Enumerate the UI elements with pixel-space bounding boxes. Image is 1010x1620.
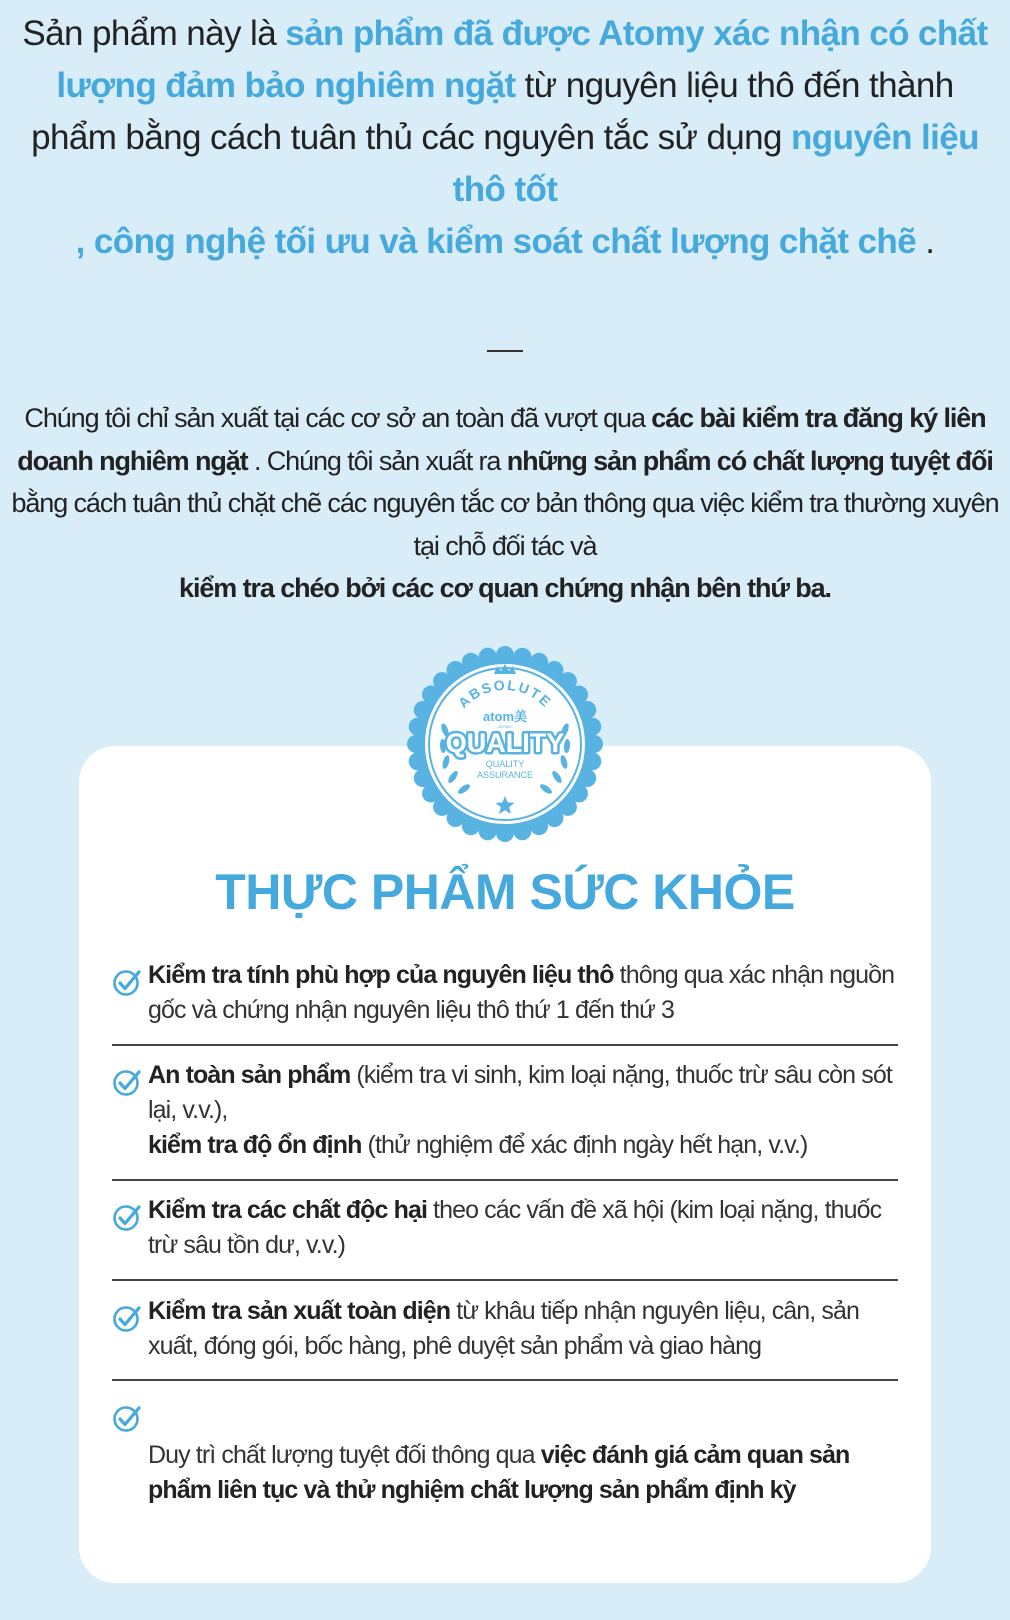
item-text-2: (thử nghiệm để xác định ngày hết hạn, v.v.) <box>361 1131 808 1159</box>
intro-text-2: từ nguyên liệu thô đến thành phẩm bằng cách tuân thủ các nguyên tắc sử dụng <box>31 66 954 157</box>
intro-text-1: Sản phẩm này là <box>22 14 286 53</box>
badge-scallop <box>496 824 514 842</box>
intro-highlight-2: nguyên liệu thô tốt <box>452 118 979 209</box>
checklist-item-text <box>148 1438 898 1508</box>
badge-scallop <box>447 661 465 679</box>
badge-sub-text-1: QUALITY <box>485 759 525 769</box>
item-text: (kiểm tra vi sinh, kim loại nặng, thuốc trừ sâu còn sót lại, v.v.), <box>148 1061 892 1124</box>
badge-scallop <box>545 809 563 827</box>
badge-brand: atom美 <box>482 709 528 724</box>
item-text: theo các vấn đề xã hội (kim loại nặng, thuốc trừ sâu tồn dư, v.v.) <box>148 1196 882 1259</box>
para-bold-2: những sản phẩm có chất lượng tuyệt đối <box>506 445 993 476</box>
para-text-2: . Chúng tôi sản xuất ra <box>247 445 507 476</box>
checklist-item-text <box>148 958 898 1028</box>
check-circle-icon <box>112 1202 142 1232</box>
item-bold: Kiểm tra tính phù hợp của nguyên liệu thô <box>148 961 614 989</box>
badge-scallop <box>585 735 603 753</box>
item-bold-2: kiểm tra độ ổn định <box>148 1131 362 1159</box>
badge-scallop <box>578 701 596 719</box>
badge-scallop <box>513 822 531 840</box>
badge-scallop <box>513 648 531 666</box>
badge-arc-text: ABSOLUTE <box>454 676 556 711</box>
item-text: từ khâu tiếp nhận nguyên liệu, cân, sản xuất, đóng gói, bốc hàng, phê duyệt sản phẩm và giao hàng <box>148 1297 859 1360</box>
badge-scallop <box>578 769 596 787</box>
intro-highlight-1: sản phẩm đã được Atomy xác nhận có chất lượng đảm bảo nghiêm ngặt <box>56 14 988 105</box>
badge-scallop <box>462 817 480 835</box>
para-bold-1: các bài kiểm tra đăng ký liên doanh nghiêm ngặt <box>17 403 986 476</box>
badge-scallop <box>583 752 601 770</box>
badge-scallop <box>414 701 432 719</box>
badge-scallop <box>583 718 601 736</box>
para-bold-3: kiểm tra chéo bởi các cơ quan chứng nhận bên thứ ba. <box>179 573 831 603</box>
check-circle-icon <box>112 967 142 997</box>
item-bold: Kiểm tra các chất độc hại <box>148 1196 428 1224</box>
badge-scallop <box>479 822 497 840</box>
badge-sub-text-2: ASSURANCE <box>476 770 534 780</box>
checklist-item-text <box>148 1294 898 1364</box>
item-text: thông qua xác nhận nguồn gốc và chứng nhận nguyên liệu thô thứ 1 đến thứ 3 <box>148 961 895 1024</box>
intro-statement <box>10 8 1000 268</box>
intro-text-3: . <box>916 222 935 261</box>
badge-scallop <box>462 653 480 671</box>
check-circle-icon <box>112 1067 142 1097</box>
badge-scallop <box>414 769 432 787</box>
check-circle-icon <box>112 1403 142 1433</box>
production-paragraph <box>10 397 1000 610</box>
item-bold: việc đánh giá cảm quan sản phẩm liên tục và thử nghiệm chất lượng sản phẩm định kỳ <box>148 1441 850 1504</box>
badge-scallop <box>422 784 440 802</box>
item-separator <box>112 1379 898 1381</box>
item-bold: An toàn sản phẩm <box>148 1061 351 1089</box>
badge-main-text: QUALITY <box>445 728 565 758</box>
badge-scallop <box>479 648 497 666</box>
card-title: THỰC PHẨM SỨC KHỎE <box>215 864 795 920</box>
badge-scallop <box>570 686 588 704</box>
badge-brand-sub: ATOMY <box>498 724 512 729</box>
section-divider <box>487 350 523 352</box>
item-separator <box>112 1044 898 1046</box>
item-bold: Kiểm tra sản xuất toàn diện <box>148 1297 451 1325</box>
badge-scallop <box>409 752 427 770</box>
badge-scallop <box>409 718 427 736</box>
item-text: Duy trì chất lượng tuyệt đối thông qua <box>148 1441 541 1469</box>
intro-highlight-3: , công nghệ tối ưu và kiểm soát chất lượng chặt chẽ <box>75 222 917 261</box>
item-separator <box>112 1179 898 1181</box>
para-text-1: Chúng tôi chỉ sản xuất tại các cơ sở an toàn đã vượt qua <box>24 403 652 433</box>
checklist-item-text <box>148 1058 898 1163</box>
badge-scallop <box>496 646 514 664</box>
badge-scallop <box>530 653 548 671</box>
quality-badge <box>405 644 605 844</box>
check-circle-icon <box>112 1303 142 1333</box>
checklist-item-text <box>148 1193 898 1263</box>
badge-scallop <box>407 735 425 753</box>
para-text-3: bằng cách tuân thủ chặt chẽ các nguyên tắc cơ bản thông qua việc kiểm tra thường xuyên tại chỗ đối tác và <box>11 488 999 561</box>
badge-scallop <box>530 817 548 835</box>
item-separator <box>112 1279 898 1281</box>
